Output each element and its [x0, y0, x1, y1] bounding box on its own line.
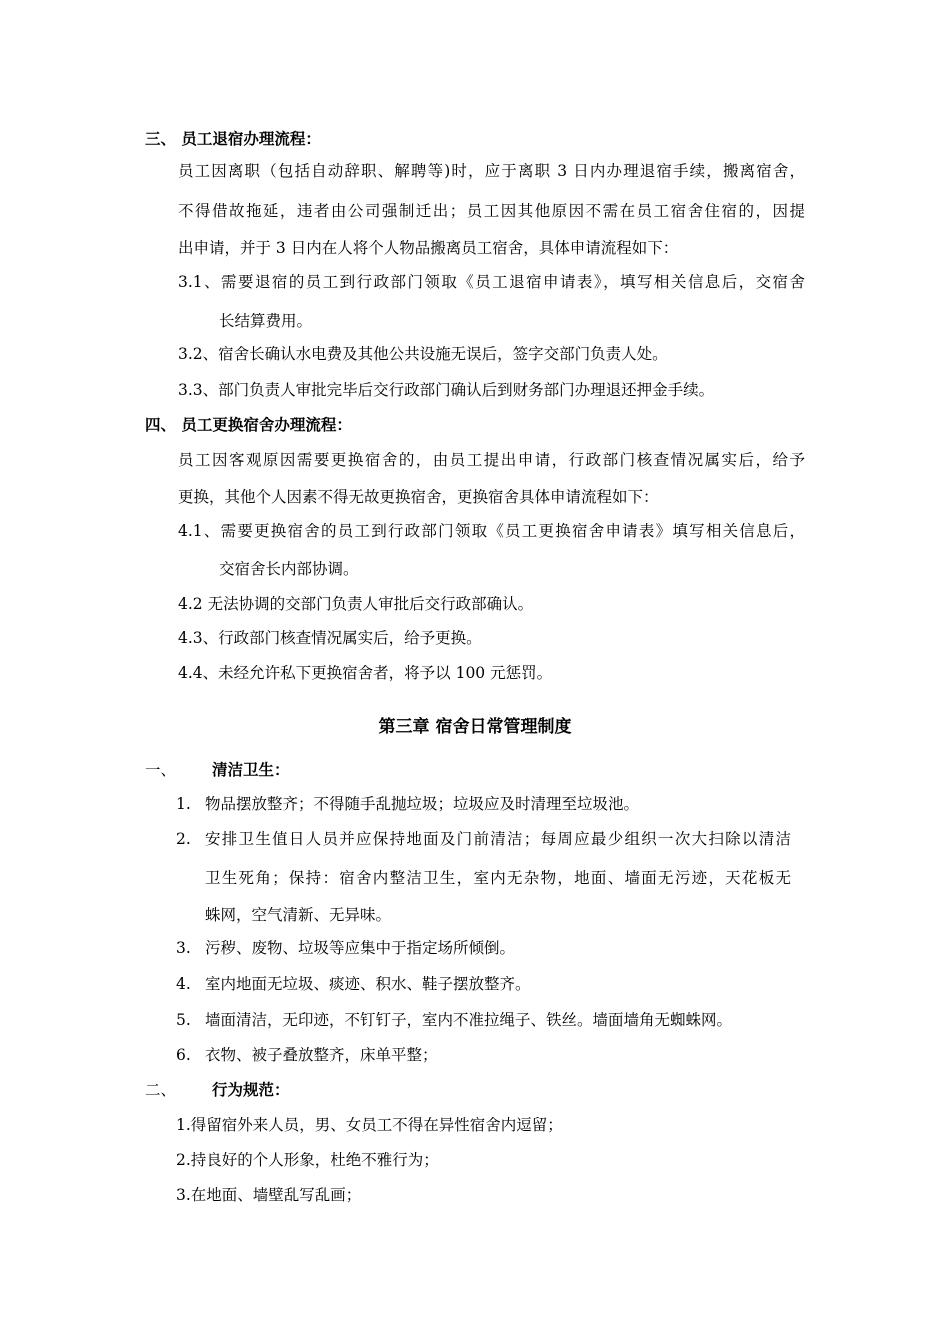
section4-para-line-1: 员工因客观原因需要更换宿舍的，由员工提出申请，行政部门核查情况属实后，给予: [178, 451, 805, 469]
section3-item-2: 3.2、宿舍长确认水电费及其他公共设施无误后，签字交部门负责人处。: [178, 345, 668, 363]
part1-item-3-number: 3.: [176, 939, 191, 957]
part1-item-4-text: 室内地面无垃圾、痰迹、积水、鞋子摆放整齐。: [205, 975, 531, 993]
part1-item-1-number: 1.: [176, 795, 191, 813]
section4-item-4: 4.4、未经允许私下更换宿舍者，将予以 100 元惩罚。: [178, 664, 553, 682]
part1-number: 一、: [145, 761, 177, 779]
section4-item-1-line-2: 交宿舍长内部协调。: [219, 560, 359, 578]
section4-item-2: 4.2 无法协调的交部门负责人审批后交行政部确认。: [178, 595, 534, 613]
part1-item-2-line-3: 蛛网，空气清新、无异味。: [205, 906, 392, 924]
section4-item-1-line-1: 4.1、需要更换宿舍的员工到行政部门领取《员工更换宿舍申请表》填写相关信息后，: [178, 522, 805, 540]
part1-item-4-number: 4.: [176, 975, 191, 993]
part2-heading: 行为规范：: [212, 1080, 290, 1099]
part1-item-6-text: 衣物、被子叠放整齐，床单平整；: [205, 1046, 438, 1064]
part2-item-2: 2.持良好的个人形象，杜绝不雅行为；: [176, 1151, 439, 1169]
section3-para-line-3: 出申请，并于 3 日内在人将个人物品搬离员工宿舍，具体申请流程如下：: [178, 239, 679, 257]
section4-para-line-2: 更换，其他个人因素不得无故更换宿舍，更换宿舍具体申请流程如下：: [178, 488, 659, 506]
section4-heading: 四、 员工更换宿舍办理流程：: [145, 415, 352, 434]
part2-item-1: 1.得留宿外来人员，男、女员工不得在异性宿舍内逗留；: [176, 1116, 563, 1134]
section3-para-line-1: 员工因离职（包括自动辞职、解聘等)时，应于离职 3 日内办理退宿手续，搬离宿舍，: [178, 162, 805, 180]
part1-heading: 清洁卫生：: [212, 760, 290, 779]
part2-item-3: 3.在地面、墙壁乱写乱画；: [176, 1186, 362, 1204]
section3-item-1-line-2: 长结算费用。: [219, 312, 313, 330]
section3-item-3: 3.3、部门负责人审批完毕后交行政部门确认后到财务部门办理退还押金手续。: [178, 381, 715, 399]
part1-item-5-number: 5.: [176, 1011, 191, 1029]
part1-item-5-text: 墙面清洁，无印迹，不钉钉子，室内不准拉绳子、铁丝。墙面墙角无蜘蛛网。: [205, 1011, 733, 1029]
section3-heading: 三、 员工退宿办理流程：: [145, 129, 321, 148]
part1-item-1-text: 物品摆放整齐；不得随手乱抛垃圾；垃圾应及时清理至垃圾池。: [205, 795, 640, 813]
section3-item-1-line-1: 3.1、需要退宿的员工到行政部门领取《员工退宿申请表》，填写相关信息后，交宿舍: [178, 273, 805, 291]
part1-item-6-number: 6.: [176, 1046, 191, 1064]
part1-item-3-text: 污秽、废物、垃圾等应集中于指定场所倾倒。: [205, 939, 516, 957]
part1-item-2-line-1: 安排卫生值日人员并应保持地面及门前清洁；每周应最少组织一次大扫除以清洁: [205, 830, 791, 848]
part1-item-2-line-2: 卫生死角；保持：宿舍内整洁卫生，室内无杂物，地面、墙面无污迹，天花板无: [205, 869, 791, 887]
chapter3-title: 第三章 宿舍日常管理制度: [378, 717, 572, 737]
section3-para-line-2: 不得借故拖延，违者由公司强制迁出；员工因其他原因不需在员工宿舍住宿的，因提: [178, 202, 805, 220]
part2-number: 二、: [145, 1081, 177, 1099]
part1-item-2-number: 2.: [176, 830, 191, 848]
section4-item-3: 4.3、行政部门核查情况属实后，给予更换。: [178, 629, 482, 647]
